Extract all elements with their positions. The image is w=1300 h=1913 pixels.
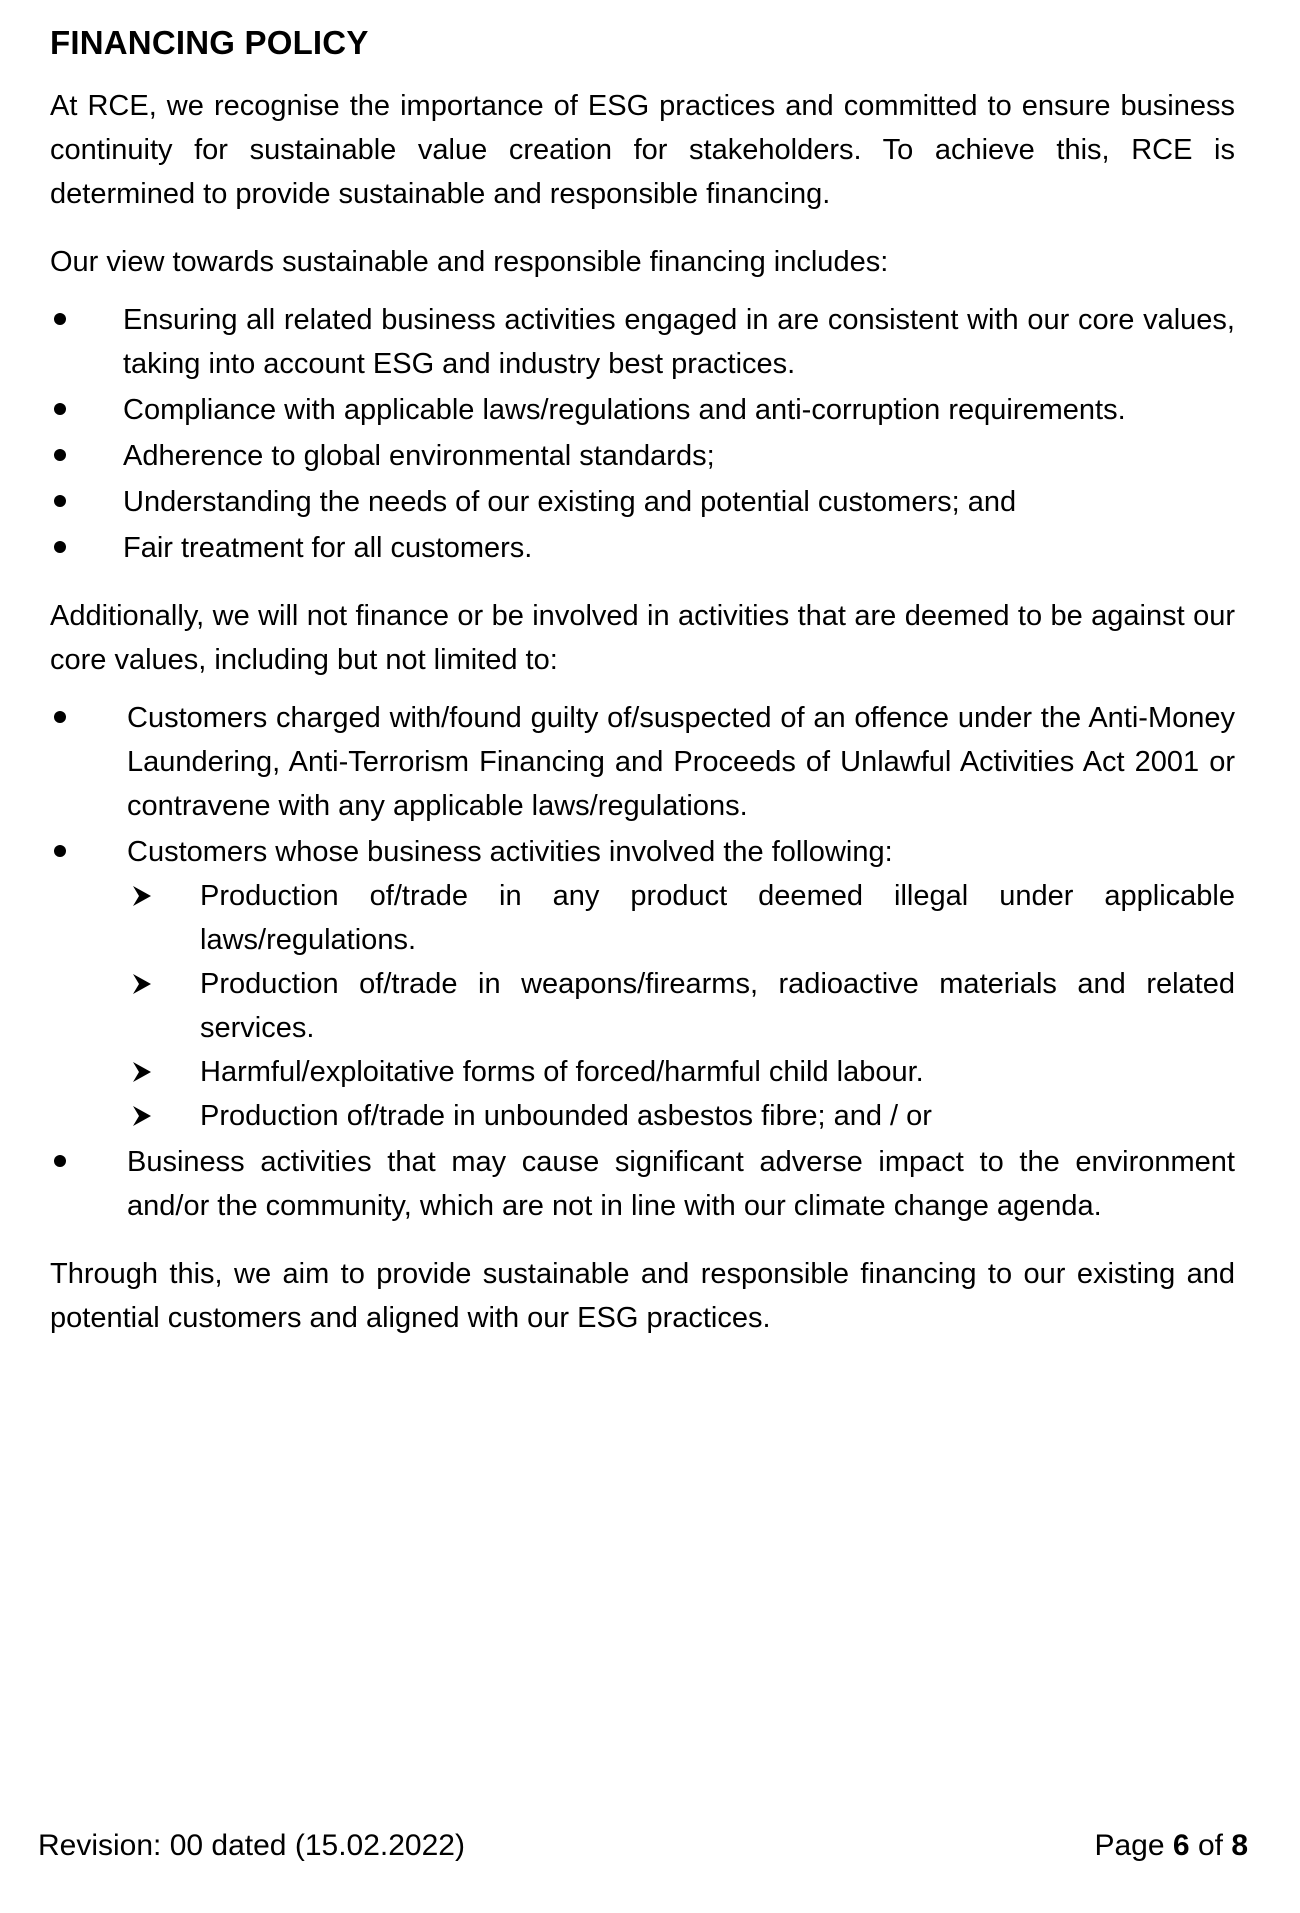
arrow-bullet-icon xyxy=(131,962,153,1006)
view-lead-paragraph: Our view towards sustainable and responsible financing includes: xyxy=(50,246,889,278)
page-number: Page 6 of 8 xyxy=(1094,1829,1248,1862)
exclusion-list xyxy=(50,696,1235,1228)
sub-list-item: Production of/trade in weapons/firearms, radioactive materials and related services. xyxy=(127,962,1235,1050)
exclusion-sub-list xyxy=(127,874,1235,1138)
list-item: Fair treatment for all customers. xyxy=(50,526,1235,570)
intro-paragraph: At RCE, we recognise the importance of ESG practices and committed to ensure business continuity for sustainable value creation for stakeholders. To achieve this, RCE is determined to provide sustainable and responsible financing. xyxy=(50,90,1235,210)
arrow-bullet-icon xyxy=(131,1050,153,1094)
arrow-bullet-icon xyxy=(131,874,153,918)
list-item: Understanding the needs of our existing and potential customers; and xyxy=(50,480,1235,524)
view-list xyxy=(50,298,1235,570)
revision-label: Revision: 00 dated (15.02.2022) xyxy=(38,1829,465,1862)
list-item: Adherence to global environmental standards; xyxy=(50,434,1235,478)
bullet-icon xyxy=(54,1155,66,1167)
bullet-icon xyxy=(54,495,66,507)
list-item: Customers charged with/found guilty of/suspected of an offence under the Anti-Money Laundering, Anti-Terrorism Financing and Proceeds of Unlawful Activities Act 2001 or contravene with any applicable laws/regulations. xyxy=(50,696,1235,828)
list-item: Ensuring all related business activities engaged in are consistent with our core values, taking into account ESG and industry best practices. xyxy=(50,298,1235,386)
list-item: Customers whose business activities involved the following: Production of/trade in any product deemed illegal under applicable laws/regulations. Production of/trade in weapons/firearms, radioactive materials and related services. Harmful/exploitative forms of forced/harmful child labour. Production of/trade in unbounded asbestos fibre; and / or xyxy=(50,830,1235,1138)
bullet-icon xyxy=(54,403,66,415)
sub-list-item: Harmful/exploitative forms of forced/harmful child labour. xyxy=(127,1050,1235,1094)
bullet-icon xyxy=(54,541,66,553)
page-heading: FINANCING POLICY xyxy=(50,24,369,61)
bullet-icon xyxy=(54,449,66,461)
document-page xyxy=(50,18,1235,1364)
list-item: Compliance with applicable laws/regulations and anti-corruption requirements. xyxy=(50,388,1235,432)
bullet-icon xyxy=(54,845,66,857)
bullet-icon xyxy=(54,313,66,325)
list-item: Business activities that may cause significant adverse impact to the environment and/or the community, which are not in line with our climate change agenda. xyxy=(50,1140,1235,1228)
sub-list-item: Production of/trade in any product deemed illegal under applicable laws/regulations. xyxy=(127,874,1235,962)
bullet-icon xyxy=(54,711,66,723)
sub-list-item: Production of/trade in unbounded asbestos fibre; and / or xyxy=(127,1094,1235,1138)
arrow-bullet-icon xyxy=(131,1094,153,1138)
closing-paragraph: Through this, we aim to provide sustainable and responsible financing to our existing and potential customers and aligned with our ESG practices. xyxy=(50,1258,1235,1334)
exclusion-lead-paragraph: Additionally, we will not finance or be involved in activities that are deemed to be against our core values, including but not limited to: xyxy=(50,600,1235,676)
